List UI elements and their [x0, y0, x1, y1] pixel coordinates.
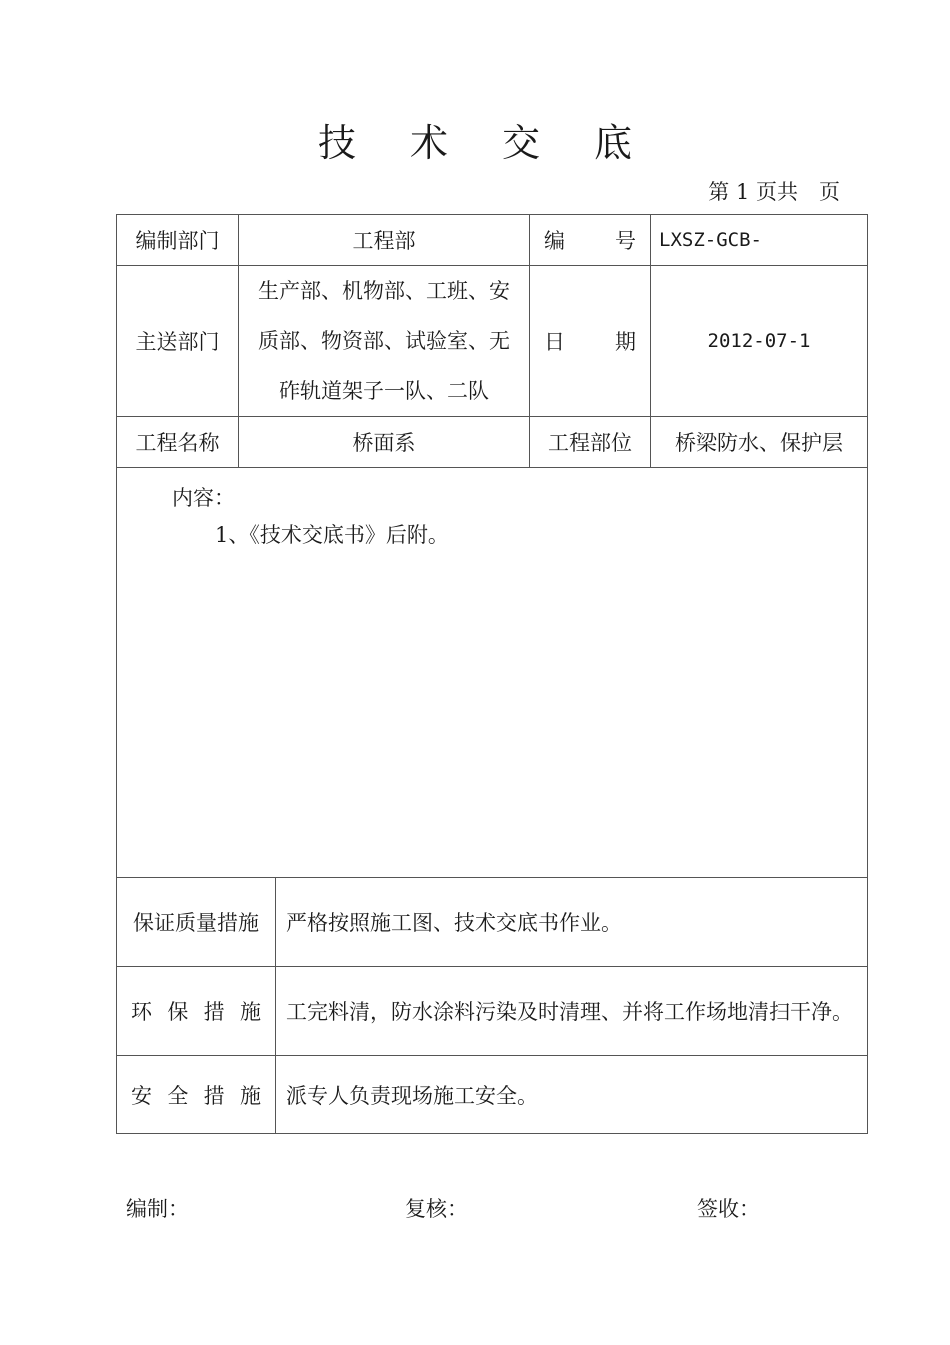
prepared-by-label: 编制：	[126, 1197, 189, 1221]
reviewed-by-label: 复核：	[405, 1197, 468, 1221]
project-part-label: 工程部位	[530, 417, 651, 468]
project-name-value: 桥面系	[239, 417, 530, 468]
environment-measures-label: 环保措施	[117, 967, 276, 1056]
table-row-content	[117, 468, 868, 878]
table-row-project	[117, 417, 868, 468]
page-indicator: 第 1 页共 页	[708, 180, 840, 204]
table-row-safety	[117, 1056, 868, 1134]
table-row-quality	[117, 878, 868, 967]
send-dept-line: 砟轨道架子一队、二队	[279, 379, 489, 403]
table-row-environment	[117, 967, 868, 1056]
send-dept-label: 主送部门	[117, 266, 239, 417]
number-value: LXSZ-GCB-	[651, 215, 868, 266]
environment-measures-value: 工完料清，防水涂料污染及时清理、并将工作场地清扫干净。	[276, 967, 868, 1056]
safety-measures-value: 派专人负责现场施工安全。	[276, 1056, 868, 1134]
date-label: 日 期	[530, 266, 651, 417]
document-title: 技术交底	[317, 121, 686, 165]
content-label: 内容：	[172, 486, 235, 510]
received-by-label: 签收：	[697, 1197, 760, 1221]
date-value: 2012-07-1	[651, 266, 868, 417]
number-label: 编 号	[530, 215, 651, 266]
project-name-label: 工程名称	[117, 417, 239, 468]
dept-label: 编制部门	[117, 215, 239, 266]
send-dept-line: 生产部、机物部、工班、安	[258, 279, 510, 303]
send-dept-value	[239, 266, 530, 417]
content-line: 1、《技术交底书》后附。	[215, 523, 449, 547]
table-row-send	[117, 266, 868, 417]
quality-measures-label: 保证质量措施	[117, 878, 276, 967]
safety-measures-label: 安全措施	[117, 1056, 276, 1134]
content-area	[117, 468, 868, 878]
table-row-dept	[117, 215, 868, 266]
disclosure-form-table	[116, 214, 868, 1134]
quality-measures-value: 严格按照施工图、技术交底书作业。	[276, 878, 868, 967]
project-part-value: 桥梁防水、保护层	[651, 417, 868, 468]
send-dept-line: 质部、物资部、试验室、无	[258, 329, 510, 353]
dept-value: 工程部	[239, 215, 530, 266]
